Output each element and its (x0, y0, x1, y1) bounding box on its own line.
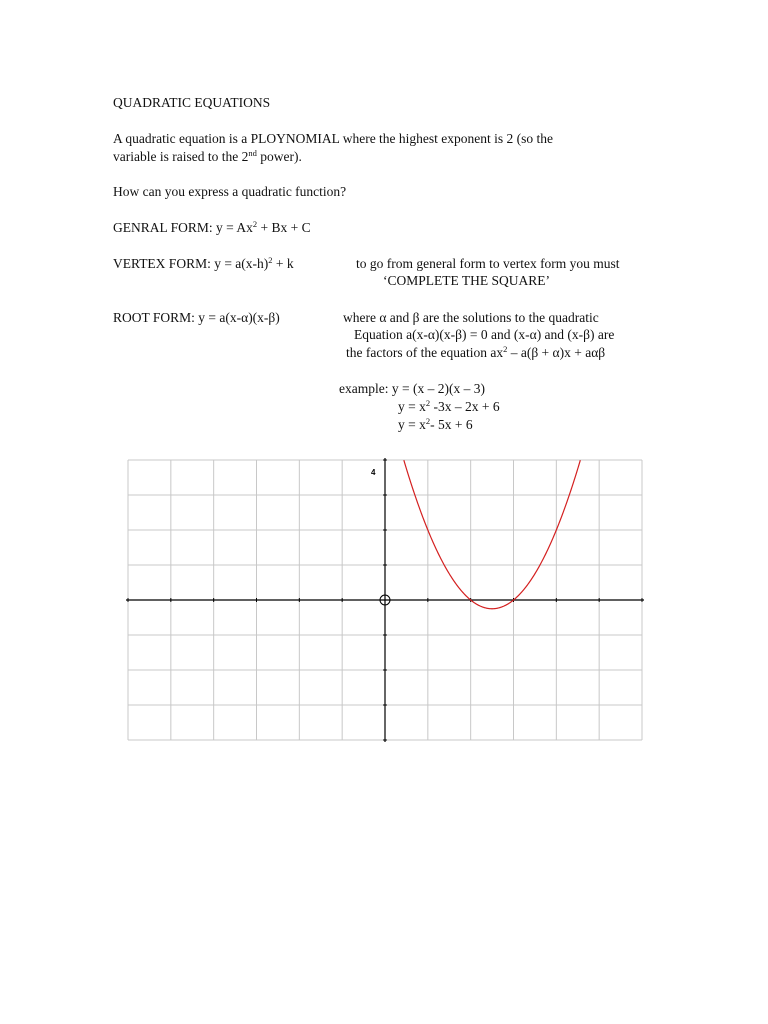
example-line-2-text: y = x (398, 399, 426, 414)
root-form-note-3-sup: 2 (503, 344, 508, 354)
vertex-form-note-1: to go from general form to vertex form you must (356, 256, 620, 271)
general-form-text: GENRAL FORM: y = Ax (113, 220, 253, 235)
question-text: How can you express a quadratic function? (113, 184, 347, 199)
root-form-note-2: Equation a(x-α)(x-β) = 0 and (x-α) and (x-β) are (354, 327, 615, 342)
graph-axes (126, 458, 644, 742)
general-form-end: + Bx + C (257, 220, 311, 235)
root-form-note-3-text: the factors of the equation ax (346, 345, 504, 360)
root-form-note-1: where α and β are the solutions to the quadratic (343, 310, 599, 325)
vertex-form-note-2: ‘COMPLETE THE SQUARE’ (383, 273, 550, 288)
intro-line-2-sup: nd (248, 148, 257, 158)
example-line-3-end: - 5x + 6 (430, 417, 473, 432)
root-form: ROOT FORM: y = a(x-α)(x-β) (113, 310, 280, 325)
example-line-2-sup: 2 (425, 398, 431, 408)
intro-line-2-end: power). (256, 149, 302, 164)
vertex-form-sup: 2 (268, 255, 273, 265)
root-form-note-3-end: – a(β + α)x + aαβ (507, 345, 606, 360)
general-form-sup: 2 (252, 219, 258, 229)
example-line-3-text: y = x (398, 417, 426, 432)
example-line-3-sup: 2 (425, 416, 431, 426)
example-line-2-end: -3x – 2x + 6 (430, 399, 500, 414)
intro-line-1: A quadratic equation is a PLOYNOMIAL where the highest exponent is 2 (so the (113, 131, 554, 146)
vertex-form-text: VERTEX FORM: y = a(x-h) (113, 256, 269, 271)
page-title: QUADRATIC EQUATIONS (113, 95, 271, 110)
parabola-curve (404, 460, 580, 609)
vertex-form-end: + k (272, 256, 294, 271)
intro-line-2-text: variable is raised to the 2 (113, 149, 249, 164)
y-tick-label: 4 (371, 468, 376, 477)
example-line-1: example: y = (x – 2)(x – 3) (339, 381, 485, 396)
